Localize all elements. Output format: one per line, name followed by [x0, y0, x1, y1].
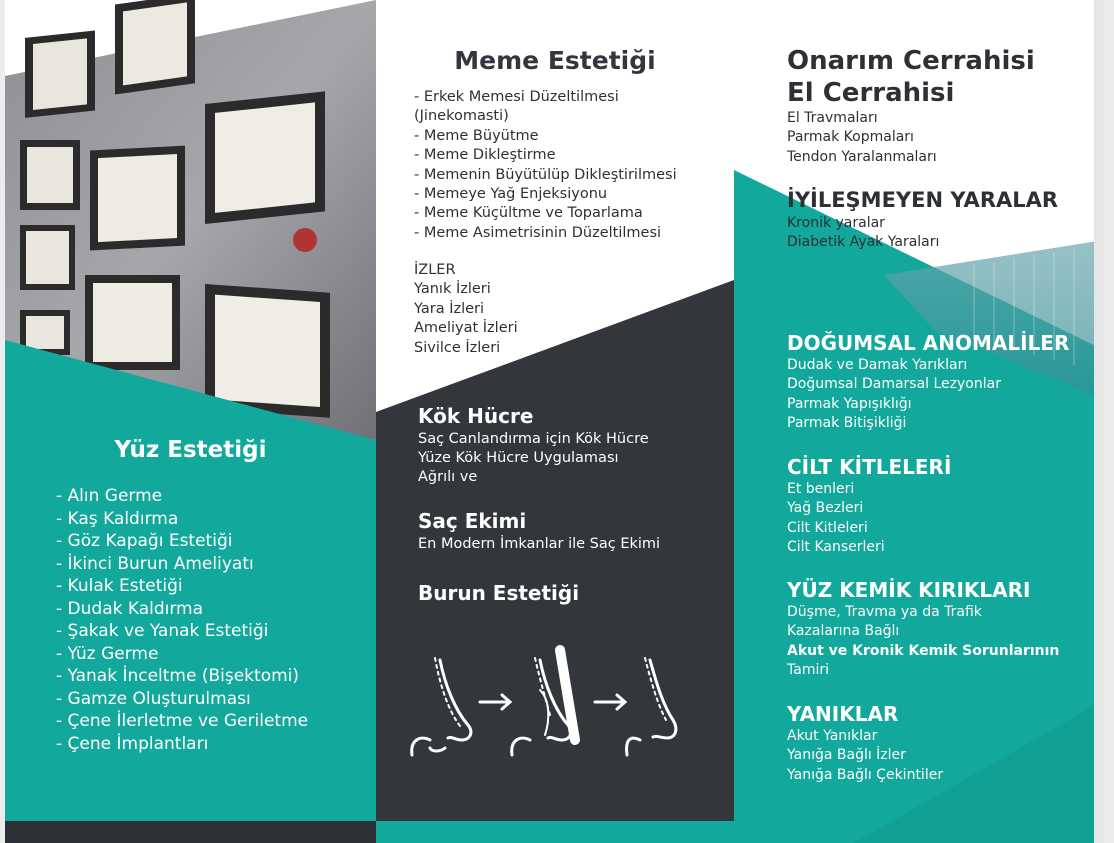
yaniklar-title: YANIKLAR [787, 702, 899, 726]
el-cerrahisi-list [787, 109, 937, 167]
yuz-estetigi-title: Yüz Estetiği [114, 437, 267, 463]
iyilesmeyen-yaralar-title: İYİLEŞMEYEN YARALAR [787, 188, 1059, 212]
list-item: Cilt Kitleleri [787, 519, 868, 536]
list-item: Tamiri [787, 662, 829, 679]
list-item: Düşme, Travma ya da Trafik [787, 604, 982, 620]
list-item: - Göz Kapağı Estetiği [56, 531, 233, 551]
list-item: Parmak Yapışıklığı [787, 395, 912, 412]
list-item: Yüze Kök Hücre Uygulaması [418, 450, 619, 466]
middle-bottom-band [376, 821, 734, 843]
list-item: - Erkek Memesi Düzeltilmesi [414, 89, 619, 105]
sac-ekimi-list [418, 535, 660, 554]
meme-estetigi-title: Meme Estetiği [454, 46, 656, 75]
list-item: Akut Yanıklar [787, 728, 878, 744]
yuz-kemik-kiriklari-title: YÜZ KEMİK KIRIKLARI [787, 578, 1031, 602]
list-item: Saç Canlandırma için Kök Hücre [418, 431, 649, 447]
kok-hucre-title: Kök Hücre [418, 404, 534, 428]
list-item: Yara İzleri [414, 300, 485, 317]
yaniklar-list [787, 727, 943, 785]
page-edge [1094, 0, 1104, 843]
yaralar-list [787, 214, 939, 253]
list-item: - Çene İlerletme ve Geriletme [56, 711, 309, 731]
list-item: Kronik yaralar [787, 215, 885, 231]
list-item: - Kaş Kaldırma [56, 508, 179, 529]
list-item: İZLER [414, 262, 456, 278]
list-item: - Alın Germe [56, 486, 163, 506]
right-panel [734, 0, 1104, 843]
list-item: Sivilce İzleri [414, 339, 501, 356]
list-item: - Memeye Yağ Enjeksiyonu [414, 186, 608, 203]
list-item: Diabetik Ayak Yaraları [787, 234, 940, 251]
list-item: Akut ve Kronik Kemik Sorunlarının [787, 642, 1060, 659]
list-item: - Meme Asimetrisinin Düzeltilmesi [414, 224, 662, 241]
list-item: Yanığa Bağlı Çekintiler [787, 766, 944, 783]
list-item: En Modern İmkanlar ile Saç Ekimi [418, 536, 661, 552]
list-item: Ağrılı ve [418, 469, 478, 485]
list-item: Yağ Bezleri [787, 500, 864, 517]
list-item: - Meme Küçültme ve Toparlama [414, 205, 643, 222]
list-item: El Travmaları [787, 110, 878, 126]
list-item: Ameliyat İzleri [414, 320, 518, 337]
left-panel [5, 0, 376, 843]
list-item: Cilt Kanserleri [787, 539, 885, 556]
middle-panel [376, 0, 734, 843]
rhinoplasty-illustration-icon [400, 640, 700, 765]
list-item: - Yanak İnceltme (Bişektomi) [56, 666, 300, 686]
list-item: Doğumsal Damarsal Lezyonlar [787, 376, 1001, 393]
list-item: - Memenin Büyütülüp Dikleştirilmesi [414, 166, 677, 183]
list-item: Yanık İzleri [414, 281, 491, 298]
list-item: - Gamze Oluşturulması [56, 688, 251, 709]
kemik-list [787, 603, 1059, 681]
list-item: Tendon Yaralanmaları [787, 148, 937, 165]
onarim-cerrahisi-title: Onarım Cerrahisi [787, 46, 1035, 76]
list-item: - Meme Büyütme [414, 127, 539, 144]
yuz-estetigi-list [56, 485, 308, 755]
dogumsal-list [787, 356, 1001, 434]
list-item: Kazalarına Bağlı [787, 623, 900, 640]
list-item: - Meme Dikleştirme [414, 147, 556, 164]
list-item: (Jinekomasti) [414, 108, 509, 125]
list-item: - İkinci Burun Ameliyatı [56, 553, 254, 574]
dogumsal-anomaliler-title: DOĞUMSAL ANOMALİLER [787, 331, 1070, 355]
list-item: - Kulak Estetiği [56, 576, 183, 596]
list-item: Parmak Bitişikliği [787, 415, 907, 432]
list-item: Yanığa Bağlı İzler [787, 747, 906, 764]
kok-hucre-list [418, 430, 649, 487]
list-item: Et benleri [787, 481, 855, 497]
list-item: - Çene İmplantları [56, 733, 209, 754]
list-item: - Yüz Germe [56, 643, 159, 664]
left-bottom-band [5, 821, 376, 843]
el-cerrahisi-title: El Cerrahisi [787, 78, 955, 108]
meme-estetigi-list [414, 88, 677, 243]
cilt-kitleleri-title: CİLT KİTLELERİ [787, 455, 952, 479]
izler-list [414, 261, 518, 358]
sac-ekimi-title: Saç Ekimi [418, 509, 527, 533]
burun-estetigi-title: Burun Estetiği [418, 581, 580, 605]
list-item: - Dudak Kaldırma [56, 598, 204, 619]
list-item: Dudak ve Damak Yarıkları [787, 357, 968, 373]
list-item: - Şakak ve Yanak Estetiği [56, 621, 269, 641]
list-item: Parmak Kopmaları [787, 129, 914, 146]
cilt-list [787, 480, 885, 558]
